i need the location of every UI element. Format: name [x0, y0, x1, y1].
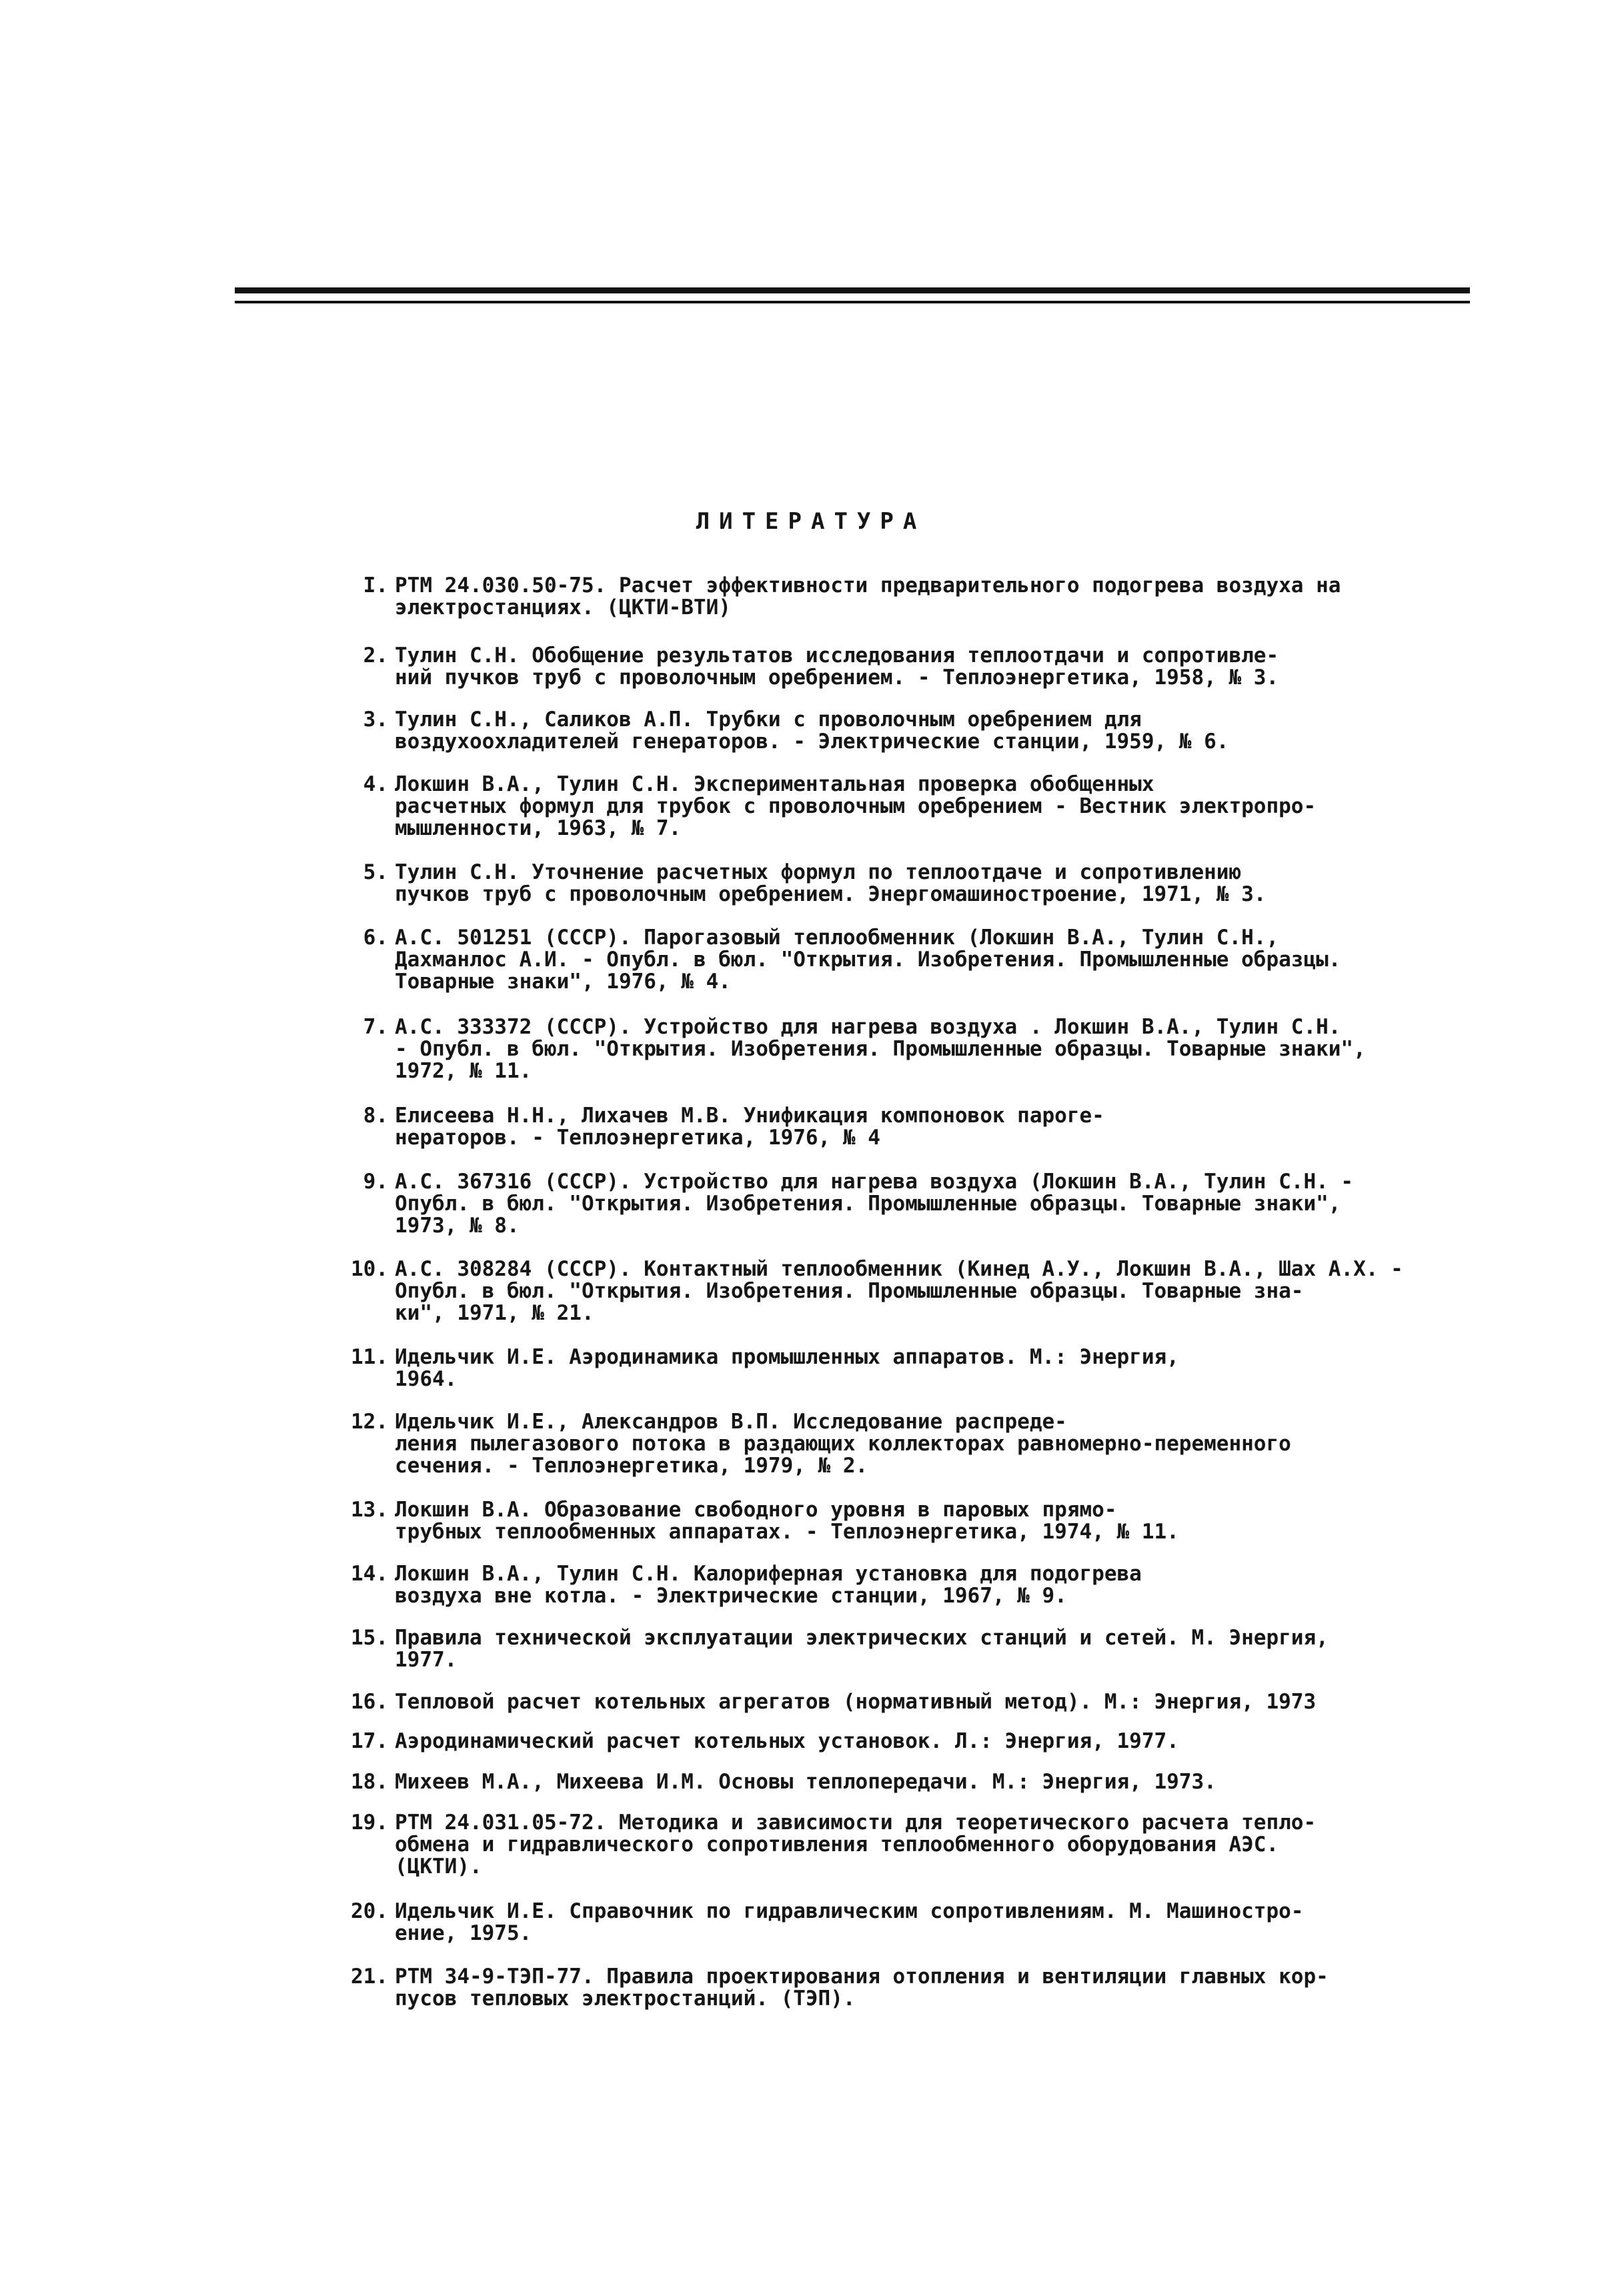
reference-number: 16.	[351, 1690, 388, 1714]
reference-number: 18.	[351, 1770, 388, 1794]
reference-item	[324, 1346, 1458, 1390]
reference-item	[324, 1171, 1458, 1237]
reference-text: Идельчик И.Е. Справочник по гидравлическим сопротивлениям. М. Машиностро- ение, 1975.	[395, 1899, 1304, 1945]
reference-text: Аэродинамический расчет котельных установок. Л.: Энергия, 1977.	[395, 1729, 1179, 1753]
reference-text: Михеев М.А., Михеева И.М. Основы теплопередачи. М.: Энергия, 1973.	[395, 1770, 1216, 1794]
reference-text: Идельчик И.Е., Александров В.П. Исследование распреде- ления пылегазового потока в раздающих коллекторах равномерно-переменного сечения. - Теплоэнергетика, 1979, № 2.	[395, 1410, 1291, 1478]
reference-item	[324, 709, 1458, 753]
reference-number: 4.	[363, 772, 388, 796]
reference-text: А.С. 333372 (СССР). Устройство для нагрева воздуха . Локшин В.А., Тулин С.Н. - Опубл. в бюл. "Открытия. Изобретения. Промышленные образцы. Товарные знаки", 1972, № 11.	[395, 1015, 1366, 1083]
reference-item	[324, 1499, 1458, 1543]
reference-text: Идельчик И.Е. Аэродинамика промышленных аппаратов. М.: Энергия, 1964.	[395, 1345, 1179, 1391]
reference-number: 2.	[363, 644, 388, 668]
reference-text: Локшин В.А. Образование свободного уровня в паровых прямо- трубных теплообменных аппаратах. - Теплоэнергетика, 1974, № 11.	[395, 1498, 1179, 1544]
reference-number: 17.	[351, 1729, 388, 1753]
reference-number: 3.	[363, 708, 388, 732]
reference-item	[324, 1771, 1458, 1793]
reference-text: А.С. 367316 (СССР). Устройство для нагрева воздуха (Локшин В.А., Тулин С.Н. - Опубл. в бюл. "Открытия. Изобретения. Промышленные образцы. Товарные знаки", 1973, № 8.	[395, 1170, 1354, 1238]
reference-item	[324, 927, 1458, 993]
reference-item	[324, 1258, 1458, 1324]
reference-text: Локшин В.А., Тулин С.Н. Калориферная установка для подогрева воздуха вне котла. - Электрические станции, 1967, № 9.	[395, 1562, 1142, 1608]
reference-number: 14.	[351, 1562, 388, 1586]
reference-text: А.С. 308284 (СССР). Контактный теплообменник (Кинед А.У., Локшин В.А., Шах А.Х. - Опубл. в бюл. "Открытия. Изобретения. Промышленные образцы. Товарные зна- ки", 1971, № 21.	[395, 1257, 1403, 1325]
reference-number: 15.	[351, 1626, 388, 1650]
reference-number: 8.	[363, 1104, 388, 1128]
reference-text: РТМ 34-9-ТЭП-77. Правила проектирования отопления и вентиляции главных кор- пусов тепловых электростанций. (ТЭП).	[395, 1965, 1329, 2011]
top-rule-thick	[235, 287, 1470, 293]
reference-text: Тулин С.Н., Саликов А.П. Трубки с проволочным оребрением для воздухоохладителей генераторов. - Электрические станции, 1959, № 6.	[395, 708, 1229, 754]
reference-item	[324, 645, 1458, 689]
reference-number: 7.	[363, 1015, 388, 1039]
reference-text: Тепловой расчет котельных агрегатов (нормативный метод). М.: Энергия, 1973	[395, 1690, 1317, 1714]
reference-number: I.	[363, 573, 388, 598]
reference-item	[324, 1901, 1458, 1945]
reference-text: РТМ 24.031.05-72. Методика и зависимости для теоретического расчета тепло- обмена и гидравлического сопротивления теплообменного оборудования АЭС. (ЦКТИ).	[395, 1811, 1317, 1879]
reference-item	[324, 1731, 1458, 1753]
reference-item	[324, 575, 1458, 619]
reference-number: 12.	[351, 1410, 388, 1434]
reference-text: Тулин С.Н. Обобщение результатов исследования теплоотдачи и сопротивле- ний пучков труб с проволочным оребрением. - Теплоэнергетика, 1958, № 3.	[395, 644, 1279, 690]
reference-text: Правила технической эксплуатации электрических станций и сетей. М. Энергия, 1977.	[395, 1626, 1329, 1672]
reference-number: 21.	[351, 1965, 388, 1989]
reference-number: 13.	[351, 1498, 388, 1522]
reference-text: Локшин В.А., Тулин С.Н. Экспериментальная проверка обобщенных расчетных формул для трубок с проволочным оребрением - Вестник электропро- мышленности, 1963, № 7.	[395, 772, 1317, 840]
reference-item	[324, 774, 1458, 840]
top-rule-thin	[235, 301, 1470, 303]
reference-number: 5.	[363, 860, 388, 884]
reference-item	[324, 1411, 1458, 1477]
reference-number: 20.	[351, 1899, 388, 1923]
page-title: ЛИТЕРАТУРА	[696, 508, 926, 535]
reference-number: 11.	[351, 1345, 388, 1369]
reference-text: Тулин С.Н. Уточнение расчетных формул по теплоотдаче и сопротивлению пучков труб с проволочным оребрением. Энергомашиностроение, 1971, № 3.	[395, 860, 1267, 906]
reference-item	[324, 1812, 1458, 1878]
reference-number: 6.	[363, 926, 388, 950]
reference-item	[324, 1105, 1458, 1149]
reference-text: Елисеева Н.Н., Лихачев М.В. Унификация компоновок парогe- нераторов. - Теплоэнергетика, 1976, № 4	[395, 1104, 1104, 1150]
reference-number: 10.	[351, 1257, 388, 1281]
reference-item	[324, 1563, 1458, 1607]
reference-text: РТМ 24.030.50-75. Расчет эффективности предварительного подогрева воздуха на электростанциях. (ЦКТИ-ВТИ)	[395, 573, 1341, 620]
reference-item	[324, 1016, 1458, 1082]
reference-number: 19.	[351, 1811, 388, 1835]
reference-item	[324, 1966, 1458, 2010]
reference-text: А.С. 501251 (СССР). Парогазовый теплообменник (Локшин В.А., Тулин С.Н., Дахманлос А.И. - Опубл. в бюл. "Открытия. Изобретения. Промышленные образцы. Товарные знаки", 1976, № 4.	[395, 926, 1341, 994]
reference-number: 9.	[363, 1170, 388, 1194]
reference-item	[324, 862, 1458, 906]
reference-item	[324, 1691, 1458, 1713]
reference-item	[324, 1627, 1458, 1671]
